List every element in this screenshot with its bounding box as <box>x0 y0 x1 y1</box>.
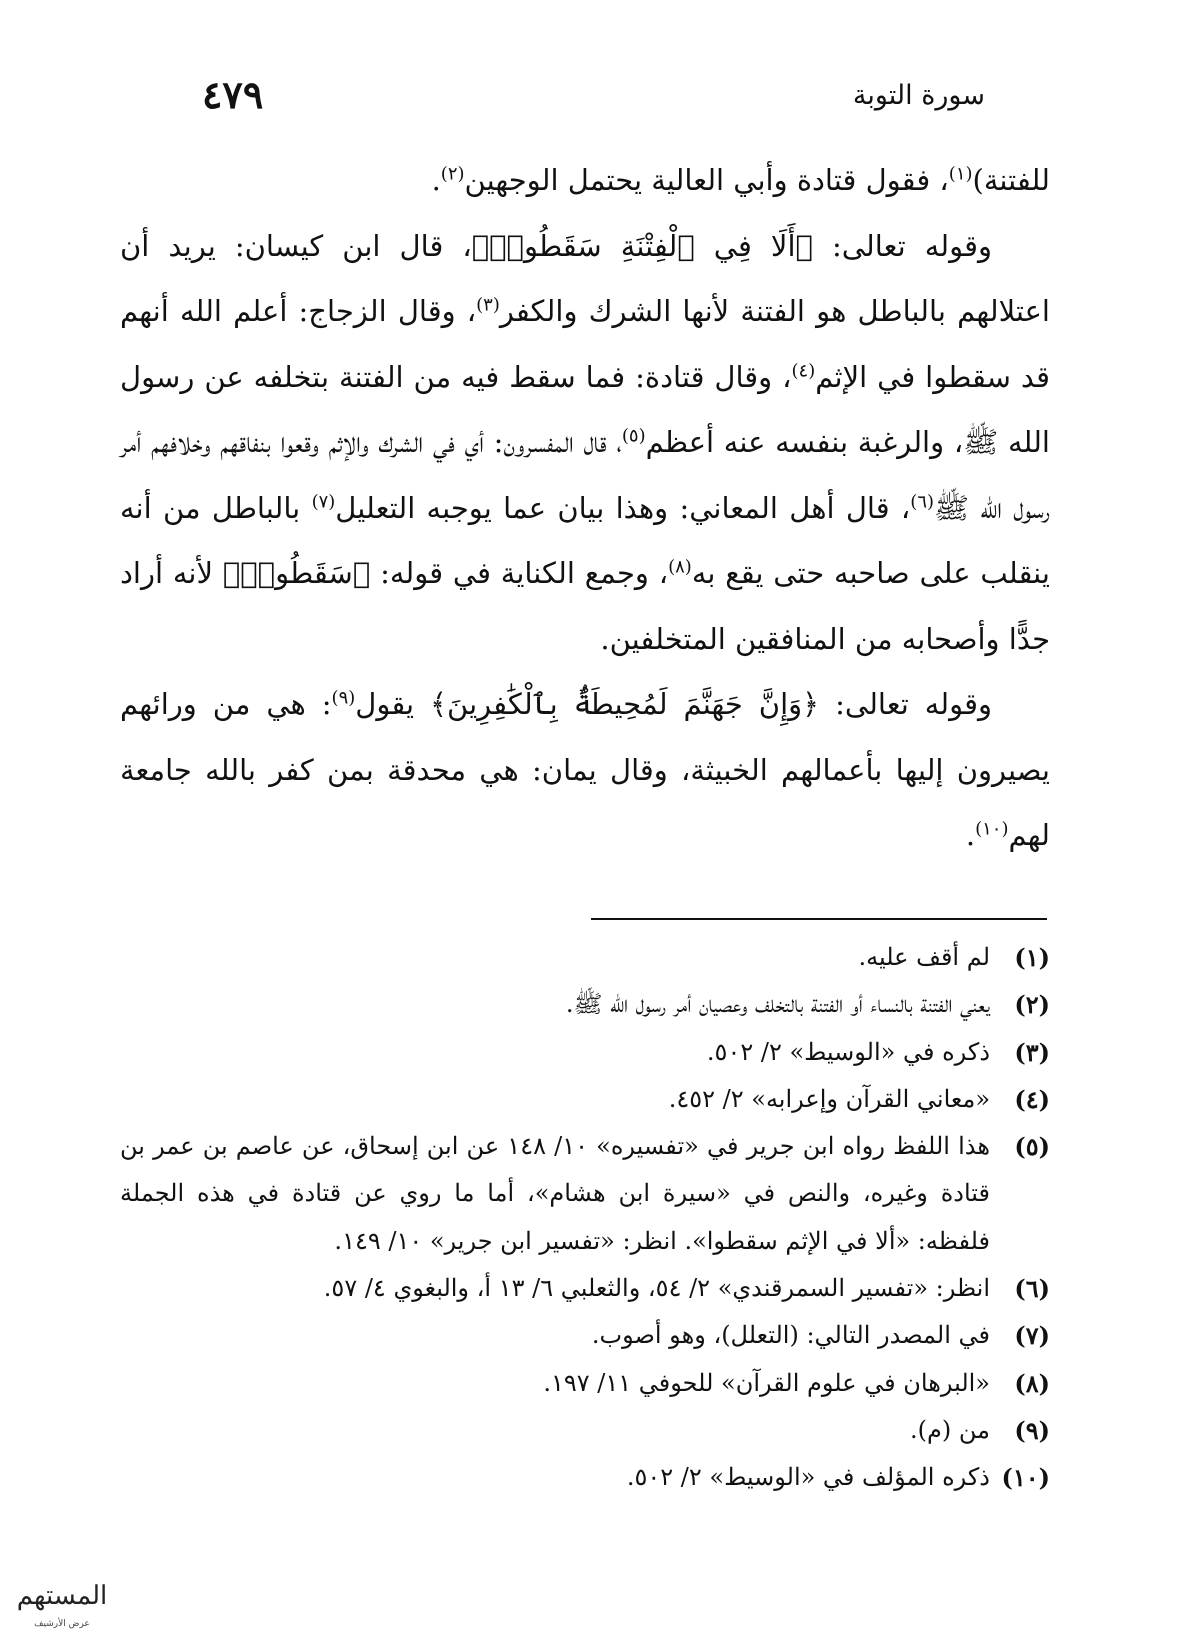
text-run: يقول <box>355 687 431 721</box>
footnote-text: «البرهان في علوم القرآن» للحوفي ١١/ ١٩٧. <box>543 1368 990 1397</box>
footnote-ref-7[interactable]: (٧) <box>311 490 336 512</box>
footnote-number: (٧) <box>1014 1321 1050 1351</box>
footnote-ref-4[interactable]: (٤) <box>791 359 816 381</box>
footnote-ref-9[interactable]: (٩) <box>331 687 356 709</box>
footnote-ref-10[interactable]: (١٠) <box>975 818 1009 840</box>
footnote-number: (٣) <box>1014 1037 1050 1067</box>
footnote-item <box>120 1076 1050 1123</box>
footnote-item <box>120 934 1050 981</box>
text-run: . <box>965 818 976 852</box>
text-run: ، وجمع الكناية في قوله: <box>370 556 669 590</box>
footnotes <box>120 934 1050 1502</box>
text-run: وقوله تعالى: <box>819 687 992 721</box>
footnote-ref-6[interactable]: (٦) <box>910 490 935 512</box>
footnote-text: من (م). <box>910 1415 990 1444</box>
footnote-number: (٤) <box>1014 1084 1050 1114</box>
text-run: ، قال ابن كيسان: يريد أن اعتلالهم بالباطل هو الفتنة لأنها الشرك والكفر <box>120 228 1050 328</box>
footnote-number: (١٠) <box>1001 1463 1050 1493</box>
footnote-ref-1[interactable]: (١) <box>948 163 973 185</box>
surah-title: سورة التوبة <box>852 80 985 111</box>
footnote-ref-3[interactable]: (٣) <box>476 294 500 316</box>
footnote-item <box>120 1123 1050 1265</box>
footnote-number: (٢) <box>1014 990 1050 1020</box>
text-run: : هي من ورائهم يصيرون إليها بأعمالهم الخبيثة، وقال يمان: هي محدقة بمن كفر بالله جامعة لهم <box>120 687 1050 852</box>
footnote-number: (٩) <box>1014 1415 1050 1445</box>
footnote-item <box>120 1029 1050 1076</box>
text-run: وقوله تعالى: <box>812 228 992 263</box>
text-run: بالباطل من أنه ينقلب على صاحبه حتى يقع به <box>120 490 1050 590</box>
logo-subtext: عرض الأرشيف <box>34 1619 90 1629</box>
publisher-logo <box>12 1560 112 1640</box>
quran-verse: ﴿سَقَطُوا۟﴾ <box>222 556 371 590</box>
footnote-item <box>120 1265 1050 1312</box>
footnote-text: في المصدر التالي: (التعلل)، وهو أصوب. <box>591 1321 990 1350</box>
footnote-text: انظر: «تفسير السمرقندي» ٢/ ٥٤، والثعلبي ٦/ ١٣ أ، والبغوي ٤/ ٥٧. <box>323 1274 990 1303</box>
text-run: ، وقال قتادة: فما سقط فيه من الفتنة بتخلفه عن رسول الله ﷺ، والرغبة بنفسه عنه أعظم <box>120 359 1050 459</box>
footnote-number: (٨) <box>1014 1368 1050 1398</box>
footnote-item <box>120 981 1050 1028</box>
quran-verse: ﴿وَإِنَّ جَهَنَّمَ لَمُحِيطَةٌۢ بِٱلْكَٰفِرِينَ﴾ <box>430 687 820 721</box>
text-run: ، فقول قتادة وأبي العالية يحتمل الوجهين <box>464 163 949 197</box>
footnote-ref-8[interactable]: (٨) <box>668 556 692 578</box>
footnote-text: «معاني القرآن وإعرابه» ٢/ ٤٥٢. <box>668 1084 990 1113</box>
text-run: . <box>431 163 441 197</box>
footnote-item <box>120 1312 1050 1359</box>
main-text <box>120 148 1050 869</box>
footnote-ref-5[interactable]: (٥) <box>621 425 646 447</box>
paragraph-1 <box>120 148 1050 214</box>
text-run: ، وقال الزجاج: أعلم الله أنهم قد سقطوا في الإثم <box>120 294 1050 394</box>
footnote-text: يعني الفتنة بالنساء أو الفتنة بالتخلف وعصيان أمر رسول الله ﷺ. <box>565 990 990 1019</box>
footnote-item <box>120 1360 1050 1407</box>
quran-verse: ﴿أَلَا فِي ٱلْفِتْنَةِ سَقَطُوا۟﴾ <box>471 228 813 263</box>
paragraph-2 <box>120 214 1050 673</box>
footnote-text: لم أقف عليه. <box>858 943 990 971</box>
footnote-ref-2[interactable]: (٢) <box>440 163 465 185</box>
text-run: ، قال أهل المعاني: وهذا بيان عما يوجبه التعليل <box>335 490 911 525</box>
paragraph-3 <box>120 672 1050 869</box>
footnote-item <box>120 1407 1050 1454</box>
footnote-number: (١) <box>1014 943 1050 972</box>
footnote-number: (٥) <box>1014 1132 1050 1162</box>
text-run: لأنه أراد جدًّا وأصحابه من المنافقين المتخلفين. <box>120 556 1050 656</box>
footnote-text: ذكره المؤلف في «الوسيط» ٢/ ٥٠٢. <box>626 1463 990 1492</box>
logo-text: المستهم <box>16 1581 108 1611</box>
text-run: للفتنة) <box>972 163 1050 197</box>
text-run: ، قال المفسرون: أي في الشرك والإثم وقعوا بنفاقهم وخلافهم أمر رسول الله ﷺ <box>120 425 1050 525</box>
footnote-item <box>120 1454 1050 1501</box>
page-header <box>190 72 985 128</box>
footnote-text: ذكره في «الوسيط» ٢/ ٥٠٢. <box>706 1037 990 1066</box>
page-number: ٤٧٩ <box>202 72 264 117</box>
footnote-separator <box>591 918 1047 920</box>
footnote-number: (٦) <box>1014 1274 1050 1304</box>
footnote-text: هذا اللفظ رواه ابن جرير في «تفسيره» ١٠/ ١٤٨ عن ابن إسحاق، عن عاصم بن عمر بن قتادة وغيره، والنص في «سيرة ابن هشام»، أما ما روي عن قتادة في هذه الجملة فلفظه: «ألا في الإثم سقطوا». انظر: «تفسير ابن جرير» ١٠/ ١٤٩. <box>120 1132 991 1255</box>
